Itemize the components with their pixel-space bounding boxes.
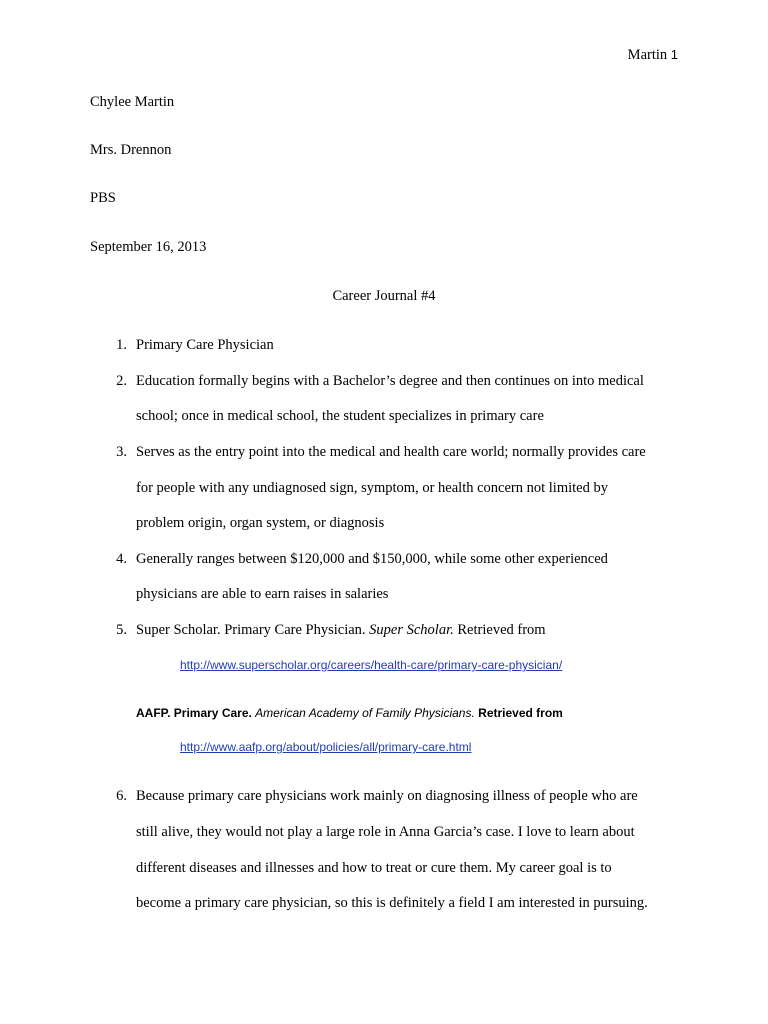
list-text: still alive, they would not play a large role in Anna Garcia’s case. I love to learn about [136,824,635,840]
list-number: 2. [116,373,127,389]
list-text: Serves as the entry point into the medical and health care world; normally provides care [136,444,646,460]
running-header [628,47,678,64]
document-date: September 16, 2013 [90,239,207,255]
citation-line [136,622,546,639]
citation-source: American Academy of Family Physicians. [255,706,475,720]
citation-prefix: AAFP. Primary Care. [136,706,256,720]
list-text: Because primary care physicians work mainly on diagnosing illness of people who are [136,788,638,804]
list-number: 1. [116,337,127,353]
citation-source: Super Scholar. [369,622,454,638]
list-text: school; once in medical school, the student specializes in primary care [136,408,544,424]
page-number: 1 [670,47,678,62]
list-number: 5. [116,622,127,638]
list-number: 6. [116,788,127,804]
list-text: physicians are able to earn raises in salaries [136,586,389,602]
citation-link[interactable]: http://www.superscholar.org/careers/health-care/primary-care-physician/ [180,658,563,672]
citation-line [136,706,563,720]
list-text: for people with any undiagnosed sign, symptom, or health concern not limited by [136,480,608,496]
citation-link[interactable]: http://www.aafp.org/about/policies/all/primary-care.html [180,740,472,754]
list-text: become a primary care physician, so this is definitely a field I am interested in pursuing. [136,895,648,911]
course-name: PBS [90,190,116,206]
list-number: 3. [116,444,127,460]
list-text: Generally ranges between $120,000 and $150,000, while some other experienced [136,551,608,567]
list-number: 4. [116,551,127,567]
citation-retrieved: Retrieved from [474,706,563,720]
list-text: different diseases and illnesses and how to treat or cure them. My career goal is to [136,860,612,876]
citation-retrieved: Retrieved from [453,622,546,638]
student-name: Chylee Martin [90,94,175,110]
list-text: Super Scholar. Primary Care Physician. [136,622,370,638]
list-text: Education formally begins with a Bachelor’s degree and then continues on into medical [136,373,644,389]
list-text: problem origin, organ system, or diagnosis [136,515,385,531]
list-text: Primary Care Physician [136,337,274,353]
page-title: Career Journal #4 [332,288,436,304]
header-name: Martin [627,47,668,63]
teacher-name: Mrs. Drennon [90,142,172,158]
